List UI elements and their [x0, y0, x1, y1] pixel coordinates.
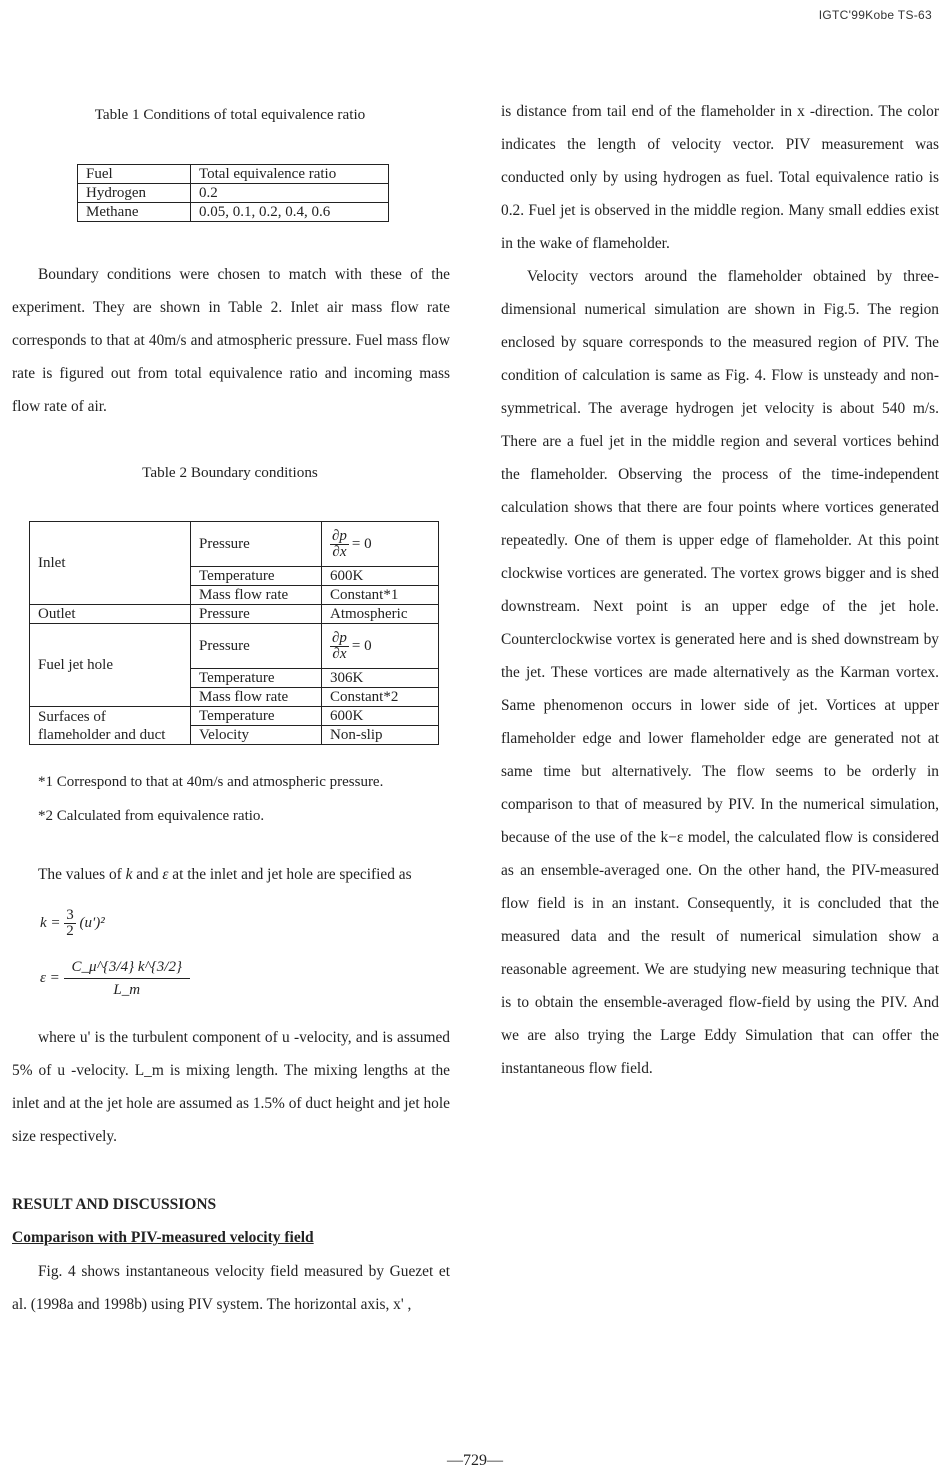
table-cell: Temperature	[191, 567, 322, 586]
table-cell: Atmospheric	[322, 605, 439, 624]
table2	[29, 521, 439, 745]
table-cell: Non-slip	[322, 726, 439, 745]
table-cell	[322, 522, 439, 567]
table-cell: Mass flow rate	[191, 688, 322, 707]
table-row	[78, 184, 389, 203]
fraction-numerator: ∂p	[332, 527, 347, 544]
table-row	[30, 522, 439, 567]
table-cell: Fuel jet hole	[30, 624, 191, 707]
table-cell: Methane	[78, 203, 191, 222]
fraction-denominator: 2	[66, 923, 74, 939]
table-cell: Inlet	[30, 522, 191, 605]
formula-k	[40, 908, 105, 939]
fraction-numerator: 3	[66, 907, 74, 923]
page-number: —729—	[447, 1452, 503, 1469]
table-cell: Constant*2	[322, 688, 439, 707]
table-cell: Temperature	[191, 707, 322, 726]
left-column-block-1	[12, 258, 450, 423]
table-note-2: *2 Calculated from equivalence ratio.	[38, 808, 265, 824]
fraction-numerator: C_μ^{3/4} k^{3/2}	[64, 956, 190, 979]
symbol-k: k	[125, 866, 133, 883]
table-cell: Pressure	[191, 605, 322, 624]
table-row	[78, 165, 389, 184]
table-row	[30, 624, 439, 669]
conference-tag: IGTC'99Kobe TS-63	[818, 8, 932, 22]
table-row	[30, 707, 439, 726]
table-cell: Pressure	[191, 624, 322, 669]
text-span: at the inlet and jet hole are specified as	[168, 866, 412, 883]
formula-k-lhs: k =	[40, 914, 61, 931]
paragraph-fig4: Fig. 4 shows instantaneous velocity field measured by Guezet et al. (1998a and 1998b) using PIV system. The horizontal axis, x' ,	[12, 1263, 450, 1313]
table-row	[78, 203, 389, 222]
fraction-denominator: ∂x	[332, 645, 347, 662]
table-cell: Constant*1	[322, 586, 439, 605]
right-column	[501, 95, 939, 1085]
equals-zero: = 0	[351, 536, 372, 552]
paragraph-boundary-conditions: Boundary conditions were chosen to match with these of the experiment. They are shown in Table 2. Inlet air mass flow rate corresponds to that at 40m/s and atmospheric pressure. Fuel mass flow rate is figured out from total equivalence ratio and incoming mass flow rate of air.	[12, 266, 450, 415]
equals-zero: = 0	[351, 638, 372, 654]
table-cell: 600K	[322, 707, 439, 726]
table-note-1: *1 Correspond to that at 40m/s and atmospheric pressure.	[38, 774, 384, 790]
left-column-block-4	[12, 1255, 450, 1321]
paragraph-mixing-length: where u' is the turbulent component of u -velocity, and is assumed 5% of u -velocity. L_m is mixing length. The mixing lengths at the inlet and at the jet hole are assumed as 1.5% of duct height and jet hole size respectively.	[12, 1029, 450, 1145]
table-cell: 600K	[322, 567, 439, 586]
left-column-block-2	[12, 858, 450, 891]
table-cell: Total equivalence ratio	[191, 165, 389, 184]
formula-k-rhs: (u')²	[79, 914, 105, 931]
paragraph-k-epsilon	[12, 858, 450, 891]
symbol-epsilon: ε	[162, 866, 169, 883]
table-cell: Velocity	[191, 726, 322, 745]
formula-k-fraction	[64, 908, 76, 939]
section-heading: RESULT AND DISCUSSIONS	[12, 1196, 217, 1213]
formula-eps-fraction	[64, 956, 190, 1001]
fraction-denominator: L_m	[113, 982, 141, 998]
formula-eps-lhs: ε =	[40, 970, 60, 986]
subsection-heading: Comparison with PIV-measured velocity field	[12, 1229, 314, 1246]
table-cell	[322, 624, 439, 669]
dpdx-fraction	[330, 631, 349, 662]
table-cell: 0.05, 0.1, 0.2, 0.4, 0.6	[191, 203, 389, 222]
table-row	[30, 605, 439, 624]
table-cell: Pressure	[191, 522, 322, 567]
table-cell: Outlet	[30, 605, 191, 624]
table1-caption: Table 1 Conditions of total equivalence ratio	[94, 106, 366, 123]
table-cell: Surfaces of flameholder and duct	[30, 707, 191, 745]
table-cell: Hydrogen	[78, 184, 191, 203]
table1	[77, 164, 389, 222]
table-cell: Fuel	[78, 165, 191, 184]
fraction-denominator: ∂x	[332, 543, 347, 560]
paragraph-fig4-continued: is distance from tail end of the flameholder in x -direction. The color indicates the length of velocity vector. PIV measurement was conducted only by using hydrogen as fuel. Total equivalence ratio is 0.2. Fuel jet is observed in the middle region. Many small eddies exist in the wake of flameholder.	[501, 103, 939, 252]
table-cell: 0.2	[191, 184, 389, 203]
paragraph-fig5: Velocity vectors around the flameholder obtained by three-dimensional numerical simulation are shown in Fig.5. The region enclosed by square corresponds to the measured region of PIV. The condition of calculation is same as Fig. 4. Flow is unsteady and non-symmetrical. The average hydrogen jet velocity is about 540 m/s. There are a fuel jet in the middle region and several vortices behind the flameholder. Observing the process of the time-independent calculation shows that there are four points where vortices generated repeatedly. One of them is upper edge of flameholder. At this point clockwise vortices are generated. The vortex grows bigger and is shed downstream. Next point is an upper edge of the jet hole. Counterclockwise vortex is generated here and is shed downstream by the jet. These vortices are made alternatively as the Karman vortex. Same phenomenon occurs in lower side of jet. Vortices at upper flameholder edge and lower flameholder edge are generated not at same time but alternatively. The flow seems to be orderly in comparison to that of measured by PIV. In the numerical simulation, because of the use of the k−ε model, the calculated flow is considered as an ensemble-averaged one. On the other hand, the PIV-measured flow field is in an instant. Consequently, it is concluded that the measured data and the result of numerical simulation show a reasonable agreement. We are studying new measuring technique that is to obtain the ensemble-averaged flow-field by using the PIV. And we are also trying the Large Eddy Simulation that can offer the instantaneous flow field.	[501, 268, 939, 1077]
dpdx-fraction	[330, 529, 349, 560]
text-span: and	[132, 866, 163, 883]
table-cell: Temperature	[191, 669, 322, 688]
left-column-block-3	[12, 1021, 450, 1153]
table-cell: 306K	[322, 669, 439, 688]
table-cell: Mass flow rate	[191, 586, 322, 605]
text-span: The values of	[38, 866, 126, 883]
table2-caption: Table 2 Boundary conditions	[142, 464, 318, 481]
fraction-numerator: ∂p	[332, 629, 347, 646]
formula-epsilon	[40, 956, 190, 1001]
